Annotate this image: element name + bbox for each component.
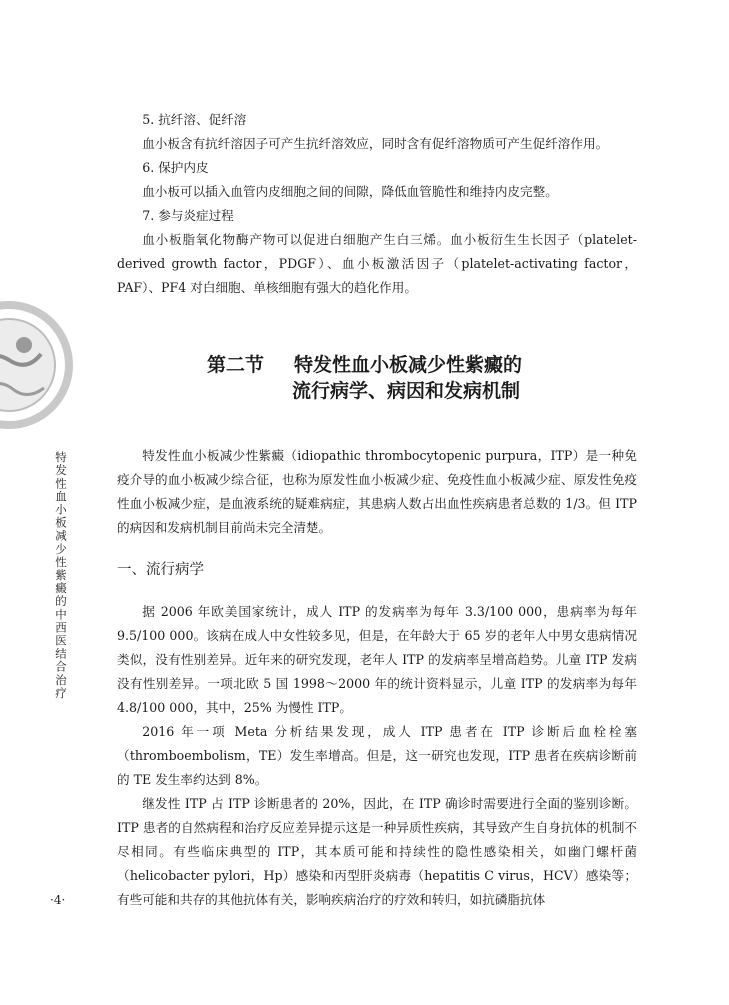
page-content <box>117 108 637 912</box>
list-item-heading: 7. 参与炎症过程 <box>142 208 234 223</box>
paragraph: 血小板可以插入血管内皮细胞之间的间隙，降低血管脆性和维持内皮完整。 <box>142 184 558 199</box>
paragraph: 据 2006 年欧美国家统计，成人 ITP 的发病率为每年 3.3/100 000，患病率为每年 9.5/100 000。该病在成人中女性较多见，但是，在年龄大于 65 岁的老年人中男女患病情况类似，没有性别差异。近年来的研究发现，老年人 ITP 的发病率呈增高趋势。儿童 ITP 发病没有性别差异。一项北欧 5 国 1998～2000 年的统计资料显示，儿童 ITP 的发病率为每年 4.8/100 000，其中，25% 为慢性 ITP。 <box>117 604 637 715</box>
cloud-medallion-icon <box>0 300 74 430</box>
section-title-line1: 特发性血小板减少性紫癜的 <box>294 354 523 376</box>
list-item-heading: 5. 抗纤溶、促纤溶 <box>142 112 247 127</box>
section-title-line2: 流行病学、病因和发病机制 <box>292 380 521 402</box>
subsection-heading: 一、流行病学 <box>117 562 204 578</box>
paragraph: 继发性 ITP 占 ITP 诊断患者的 20%，因此，在 ITP 确诊时需要进行全面的鉴别诊断。ITP 患者的自然病程和治疗反应差异提示这是一种异质性疾病，其导致产生自身抗体的机制不尽相同。有些临床典型的 ITP，其本质可能和持续性的隐性感染相关，如幽门螺杆菌（helicobacter pylori，Hp）感染和丙型肝炎病毒（hepatitis C virus，HCV）感染等；有些可能和共存的其他抗体有关，影响疾病治疗的疗效和转归，如抗磷脂抗体 <box>117 796 637 907</box>
section-label: 第二节 <box>207 354 265 376</box>
paragraph: 特发性血小板减少性紫癜（idiopathic thrombocytopenic purpura，ITP）是一种免疫介导的血小板减少综合征，也称为原发性血小板减少症、免疫性血小板减少症、原发性免疫性血小板减少症，是血液系统的疑难病症，其患病人数占出血性疾病患者总数的 1/3。但 ITP 的病因和发病机制目前尚未完全清楚。 <box>117 448 637 535</box>
list-item-heading: 6. 保护内皮 <box>142 160 209 175</box>
side-book-title: 特发性血小板减少性紫癜的中西医结合治疗 <box>54 451 68 700</box>
section-title <box>117 352 637 404</box>
paragraph: 血小板含有抗纤溶因子可产生抗纤溶效应，同时含有促纤溶物质可产生促纤溶作用。 <box>142 136 609 151</box>
page-number: ·4· <box>50 893 66 907</box>
paragraph: 血小板脂氧化物酶产物可以促进白细胞产生白三烯。血小板衍生生长因子（platelet-derived growth factor，PDGF）、血小板激活因子（platelet-activating factor，PAF）、PF4 对白细胞、单核细胞有强大的趋化作用。 <box>117 232 637 295</box>
paragraph: 2016 年一项 Meta 分析结果发现，成人 ITP 患者在 ITP 诊断后血栓栓塞（thromboembolism，TE）发生率增高。但是，这一研究也发现，ITP 患者在疾病诊断前的 TE 发生率约达到 8%。 <box>117 724 637 787</box>
